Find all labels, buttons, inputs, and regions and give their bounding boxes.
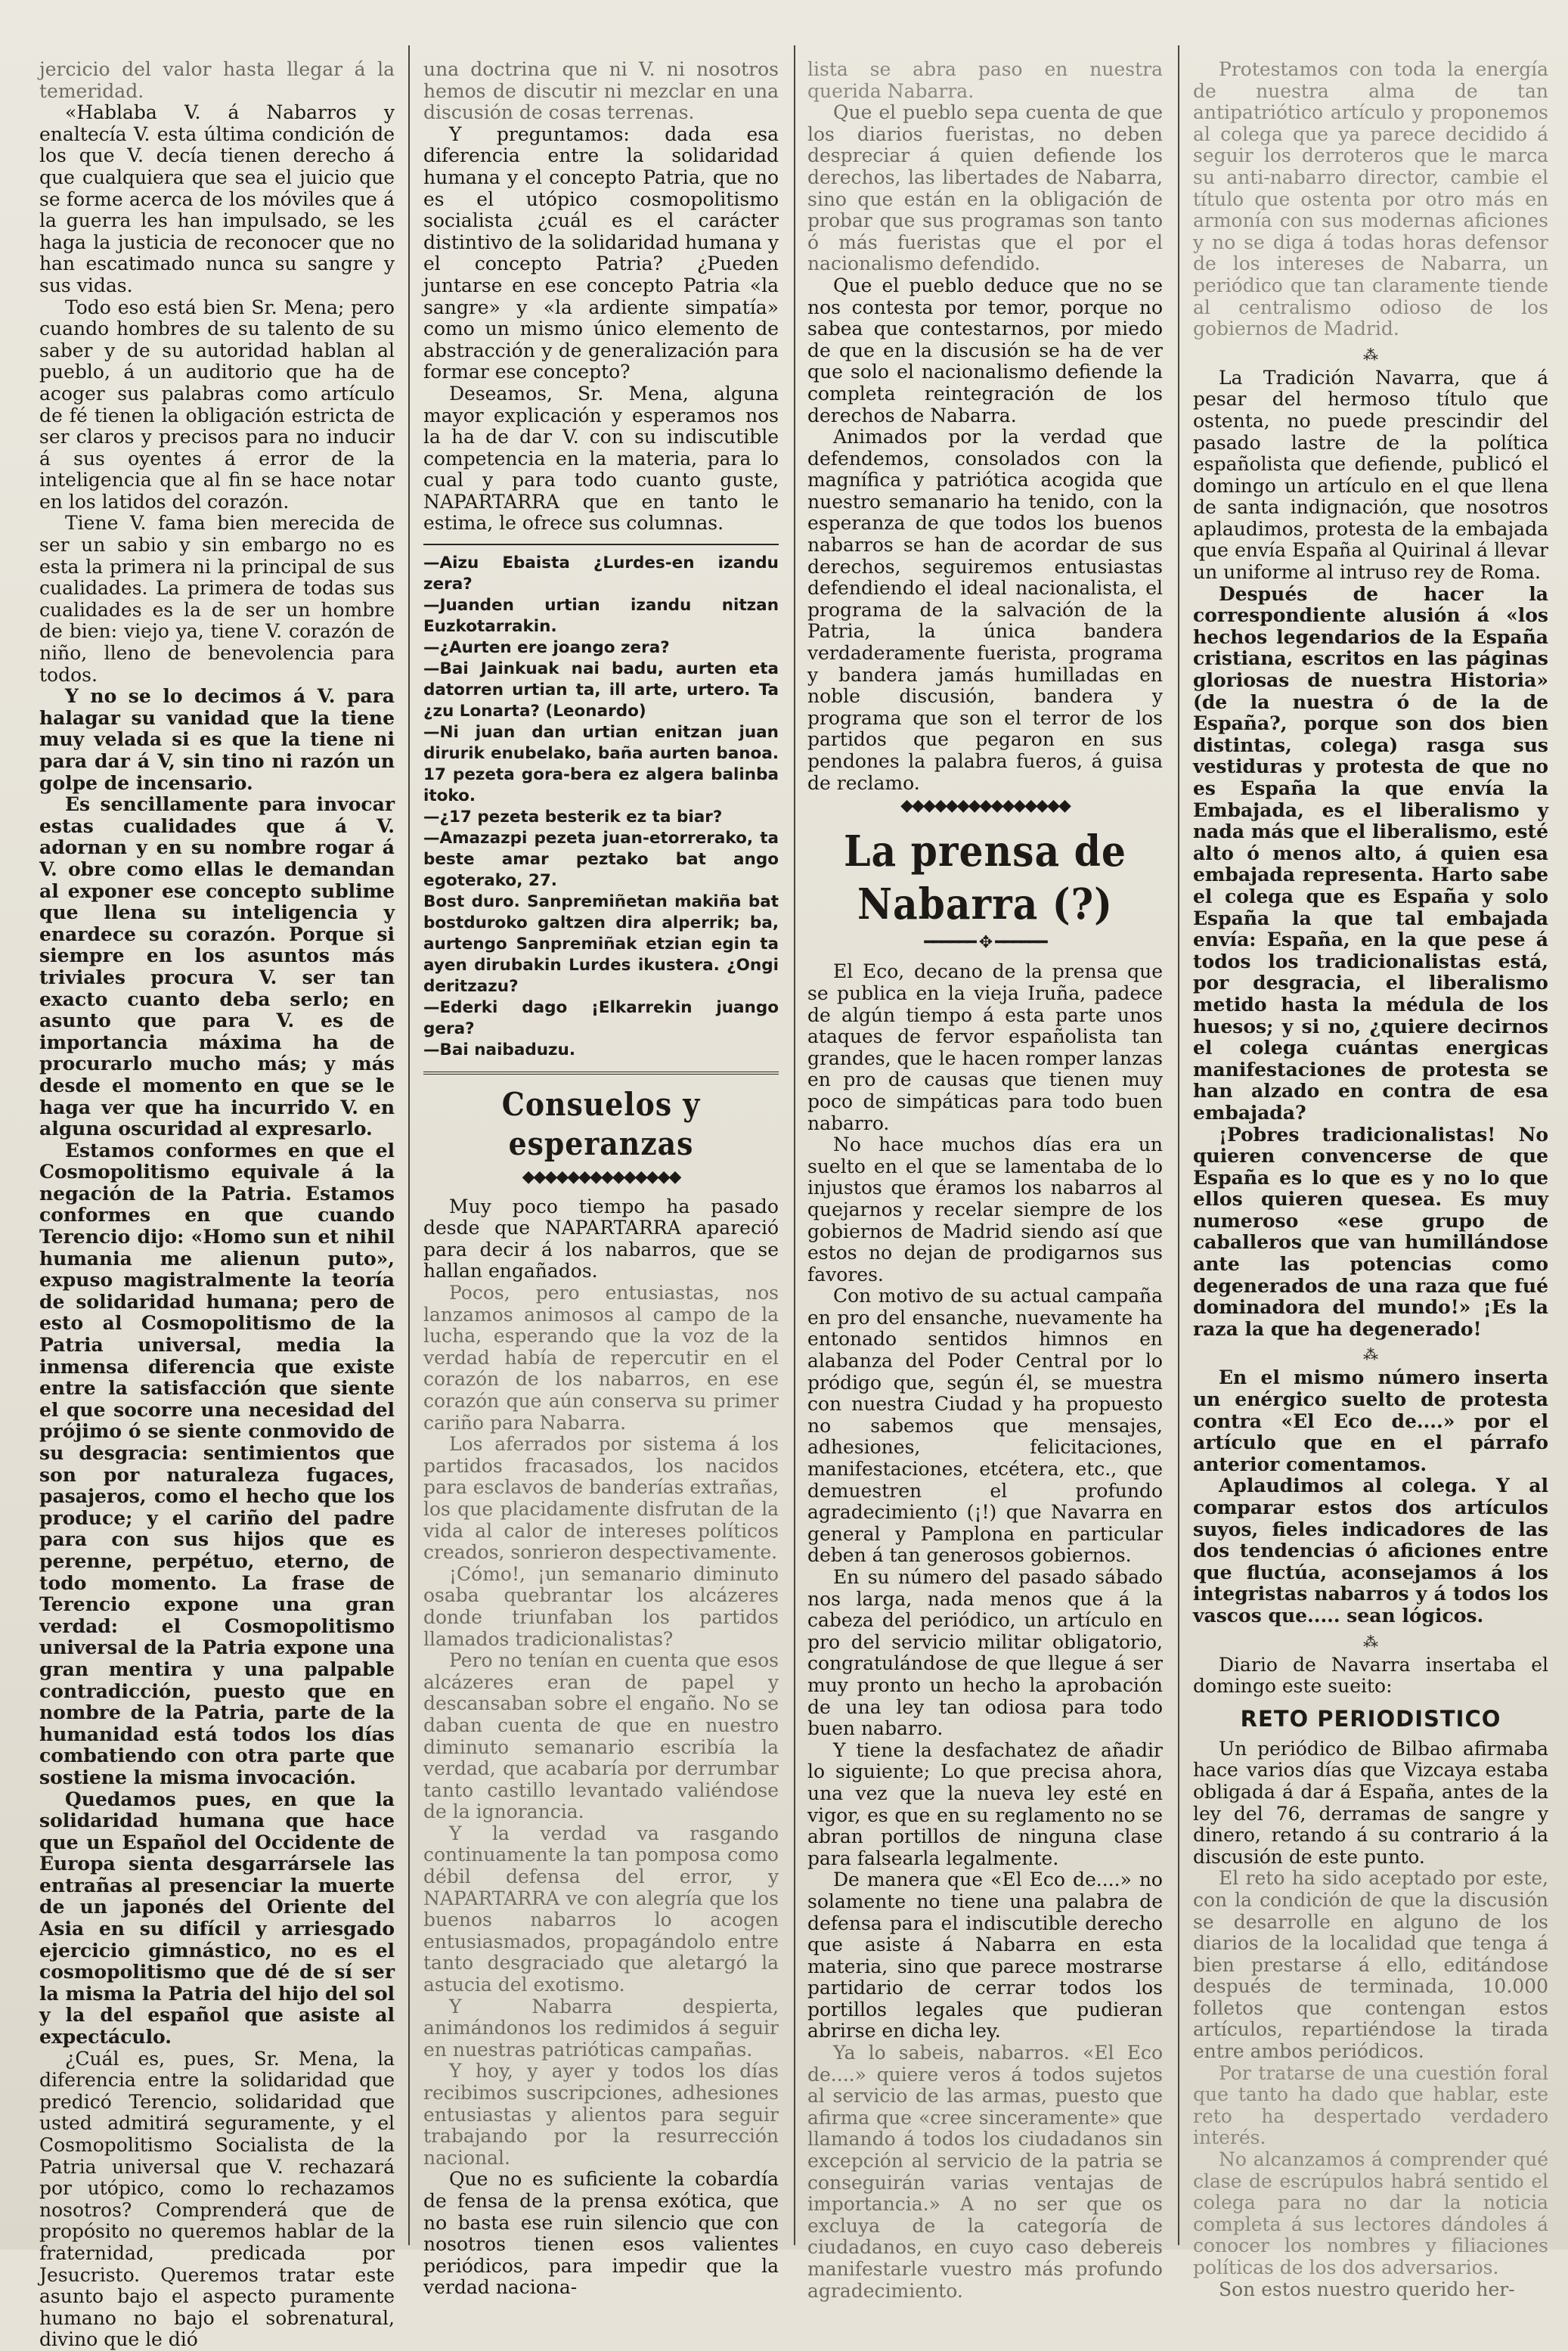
paragraph: Quedamos pues, en que la solidaridad humana que hace que un Español del Occidente de Europa sienta desgarrársele las entrañas al presenciar la muerte de un japonés del Oriente del Asia en su difícil y arriesgado ejercicio gimnástico, no es el cosmopolitismo que dé de sí ser la misma la Patria del hijo del sol y la del español que asiste al expectáculo. bbox=[39, 1788, 395, 2049]
dialogue-line: —Ederki dago ¡Elkarrekin juango gera? bbox=[423, 998, 779, 1039]
paragraph: Protestamos con toda la energía de nuestra alma de tan antipatriótico artículo y proponemos al colega que ya parece decidido á seguir los derroteros que le marca su anti-nabarro director, cambie el título que ostenta por otro más en armonía con sus modernas aficiones y no se diga á todas horas defensor de los intereses de Nabarra, un periódico que tan claramente tiende al centralismo odioso de los gobiernos de Madrid. bbox=[1193, 58, 1548, 340]
paragraph: Con motivo de su actual campaña en pro del ensanche, nuevamente ha entonado sentidos himnos en alabanza del Poder Central por lo pródigo que, según él, se muestra con nuestra Ciudad y ha propuesto no sabemos que mensajes, adhesiones, felicitaciones, manifestaciones, etcétera, etc., que demuestren el profundo agradecimiento (¡!) que Navarra en general y Pamplona en particular deben á tan generosos gobiernos. bbox=[807, 1285, 1163, 1567]
basque-dialogue bbox=[423, 553, 779, 1061]
paragraph: Y tiene la desfachatez de añadir lo siguiente; Lo que precisa ahora, una vez que la nueva ley esté en vigor, es que en su reglamento no se abran portillos de ninguna clase para falsearla legalmente. bbox=[807, 1738, 1163, 1869]
article-heading: Consuelos y esperanzas bbox=[501, 1086, 701, 1163]
column-3 bbox=[807, 58, 1163, 2302]
dialogue-line: —Ni juan dan urtian enitzan juan dirurik enubelako, baña aurten banoa. 17 pezeta gora-bera ez algera balinba itoko. bbox=[423, 723, 779, 806]
asterism: ⁂ bbox=[1363, 345, 1378, 364]
paragraph: La Tradición Navarra, que á pesar del hermoso título que ostenta, no puede prescindir del pasado lastre de la política españolista que defiende, publicó el domingo un artículo en el que llena de santa indignación, que nosotros aplaudimos, protesta de la embajada que envía España al Quirinal á llevar un uniforme al intruso rey de Roma. bbox=[1193, 366, 1548, 584]
ornament-divider: ◆◆◆◆◆◆◆◆◆◆◆◆◆◆◆ bbox=[900, 796, 1070, 816]
paragraph: De manera que «El Eco de....» no solamente no tiene una palabra de defensa para el indiscutible derecho que asiste á Nabarra en esta materia, sino que parece mostrarse partidario de cerrar todos los portillos legales que pudieran abrirse en dicha ley. bbox=[807, 1869, 1163, 2042]
section-divider bbox=[423, 1072, 779, 1075]
paragraph: Que el pueblo sepa cuenta de que los diarios fueristas, no deben despreciar á quien defiende los derechos, las libertades de Nabarra, sino que están en la obligación de probar que sus programas son tanto ó más fueristas que el por el nacionalismo defendido. bbox=[807, 101, 1163, 275]
dialogue-line: —¿Aurten ere joango zera? bbox=[423, 638, 670, 658]
paragraph: Muy poco tiempo ha pasado desde que NAPARTARRA apareció para decir á los nabarros, que se hallan engañados. bbox=[423, 1195, 779, 1283]
paragraph: Y la verdad va rasgando continuamente la tan pomposa como débil defensa del error, y NAPARTARRA ve con alegría que los buenos nabarros lo acogen entusiasmados, propagándolo entre tanto desgraciado que aletargó la astucia del exotismo. bbox=[423, 1822, 779, 1996]
dialogue-line: —Juanden urtian izandu nitzan Euzkotarrakin. bbox=[423, 596, 779, 637]
column-4 bbox=[1193, 58, 1548, 2300]
asterism: ⁂ bbox=[1363, 1345, 1378, 1364]
paragraph: Aplaudimos al colega. Y al comparar estos dos artículos suyos, fieles indicadores de las dos tendencias ó aficiones entre que fluctúa, aconsejamos á los integristas nabarros y á todos los vascos que..... sean lógicos. bbox=[1193, 1475, 1548, 1627]
paragraph: Pocos, pero entusiastas, nos lanzamos animosos al campo de la lucha, esperando que la voz de la verdad había de repercutir en el corazón de los nabarros, en ese corazón que aún conserva su primer cariño para Nabarra. bbox=[423, 1282, 779, 1434]
section-divider bbox=[423, 544, 779, 545]
paragraph: En su número del pasado sábado nos larga, nada menos que á la cabeza del periódico, un artículo en pro del servicio militar obligatorio, congratulándose de que llegue á ser muy pronto un hecho la aprobación de una ley tan odiosa para todo buen nabarro. bbox=[807, 1566, 1163, 1740]
paragraph: «Hablaba V. á Nabarros y enaltecía V. esta última condición de los que V. decía tienen derecho á que cualquiera que sea el juicio que se forme acerca de los móviles que á la guerra les han impulsado, se les haga la justicia de reconocer que no han escatimado nunca su sangre y sus vidas. bbox=[39, 101, 395, 296]
paragraph: Estamos conformes en que el Cosmopolitismo equivale á la negación de la Patria. Estamos conformes en que cuando Terencio dijo: «Homo sun et nihil humania me alienun puto», expuso magistralmente la teoría de solidaridad humana; pero de esto al Cosmopolitismo de la Patria universal, media la inmensa diferencia que existe entre la satisfacción que siente el que socorre una necesidad del prójimo ó se siente conmovido de su desgracia: sentimientos que son por naturaleza fugaces, pasajeros, como el hecho que los produce; y el cariño del padre para con sus hijos que es perenne, perpétuo, eterno, de todo momento. La frase de Terencio expone una gran verdad: el Cosmopolitismo universal de la Patria expone una gran mentira y una palpable contradicción, puesto que en nombre de la Patria, parte de la humanidad está todos los días combatiendo con otra parte que sostiene la misma invocación. bbox=[39, 1139, 395, 1788]
section-subheading: RETO PERIODISTICO bbox=[1240, 1705, 1501, 1732]
paragraph: Después de hacer la correspondiente alusión á «los hechos legendarios de la España cristiana, escritos en las páginas gloriosas de nuestra Historia» (de la nuestra ó de la de España?, porque son dos bien distintas, colega) rasga sus vestiduras y protesta de que no es España la que envía la Embajada, es el liberalismo y nada más que el liberalismo, esté alto ó menos alto, á quien esa embajada representa. Harto sabe el colega que es España y solo España la que tal embajada envía: España, en la que pese á todos los tradicionalistas está, por desgracia, el liberalismo metido hasta la médula de los huesos; y si no, ¿quiere decirnos el colega cuántas energicas manifestaciones de protesta se han alzado en contra de esa embajada? bbox=[1193, 582, 1548, 1124]
paragraph: No hace muchos días era un suelto en el que se lamentaba de lo injustos que éramos los nabarros al quejarnos y recelar siempre de los gobiernos de Madrid siendo así que estos no dejan de prodigarnos sus favores. bbox=[807, 1134, 1163, 1286]
paragraph: Pero no tenían en cuenta que esos alcázeres eran de papel y descansaban sobre el engaño. No se daban cuenta de que en nuestro diminuto semanario escribía la verdad, que acabaría por derrumbar tanto castillo levantado valiéndose de la ignorancia. bbox=[423, 1649, 779, 1823]
paragraph: Deseamos, Sr. Mena, alguna mayor explicación y esperamos nos la ha de dar V. con su indiscutible competencia en la materia, para lo cual y para todo cuanto guste, NAPARTARRA que en tanto le estima, le ofrece sus columnas. bbox=[423, 382, 779, 535]
paragraph: Es sencillamente para invocar estas cualidades que á V. adornan y en su nombre rogar á V. obre como ellas le demandan al exponer ese concepto sublime que llena su inteligencia y enardece su corazón. Porque si siempre en los asuntos más triviales procura V. ser tan exacto cuanto deba serlo; en asunto que para V. es de importancia máxima ha de procurarlo mucho más; y más desde el momento en que se le haga ver que ha incurrido V. en alguna oscuridad al expresarlo. bbox=[39, 793, 395, 1140]
dialogue-line: —Amazazpi pezeta juan-etorrerako, ta beste amar peztako bat ango egoterako, 27. bbox=[423, 829, 779, 891]
paragraph: Que no es suficiente la cobardía de fensa de la prensa exótica, que no basta ese ruin silencio que con nosotros tienen esos valientes periódicos, para impedir que la verdad naciona- bbox=[423, 2168, 779, 2299]
column-rule bbox=[1178, 45, 1179, 2245]
paragraph: Tiene V. fama bien merecida de ser un sabio y sin embargo no es esta la primera ni la principal de sus cualidades. La primera de todas sus cualidades es la de ser un hombre de bien: viejo ya, tiene V. corazón de niño, lleno de benevolencia para todos. bbox=[39, 512, 395, 686]
paragraph: lista se abra paso en nuestra querida Nabarra. bbox=[807, 58, 1163, 102]
column-rule bbox=[408, 45, 410, 2245]
paragraph: ¡Cómo!, ¡un semanario diminuto osaba quebrantar los alcázeres donde triunfaban los partidos llamados tradicionalistas? bbox=[423, 1562, 779, 1650]
paragraph: Todo eso está bien Sr. Mena; pero cuando hombres de su talento de su saber y de su autoridad hablan al pueblo, á un auditorio que ha de acoger sus palabras como artículo de fé tienen la obligación estricta de ser claros y precisos para no inducir á sus oyentes á error de la inteligencia que al fin se hace notar en los latidos del corazón. bbox=[39, 296, 395, 513]
paragraph: Por tratarse de una cuestión foral que tanto ha dado que hablar, este reto ha despertado verdadero interés. bbox=[1193, 2061, 1548, 2149]
paragraph: En el mismo número inserta un enérgico suelto de protesta contra «El Eco de....» por el artículo que en el párrafo anterior comentamos. bbox=[1193, 1366, 1548, 1475]
paragraph: Y hoy, y ayer y todos los días recibimos suscripciones, adhesiones entusiastas y alientos para seguir trabajando por la resurrección nacional. bbox=[423, 2060, 779, 2169]
paragraph: Y no se lo decimos á V. para halagar su vanidad que la tiene muy velada si es que la tiene ni para dar á V, sin tino ni razón un golpe de incensario. bbox=[39, 685, 395, 794]
ornament-divider: ◆◆◆◆◆◆◆◆◆◆◆◆◆◆ bbox=[522, 1168, 680, 1187]
dialogue-line: —Bai Jainkuak nai badu, aurten eta datorren urtian ta, ill arte, urtero. Ta ¿zu Lonarta? (Leonardo) bbox=[423, 659, 779, 721]
paragraph: Ya lo sabeis, nabarros. «El Eco de....» quiere veros á todos sujetos al servicio de las armas, puesto que afirma que «cree sinceramente» que llamando á todos los ciudadanos sin excepción al servicio de la patria se conseguirán varias ventajas de importancia.» A no ser que os excluya de la categoría de ciudadanos, en cuyo caso debereis manifestarle vuestro más profundo agradecimiento. bbox=[807, 2042, 1163, 2302]
column-rule bbox=[794, 45, 795, 2245]
paragraph: El Eco, decano de la prensa que se publica en la vieja Iruña, padece de algún tiempo á esta parte unos ataques de fervor españolista tan grandes, que le hacen romper lanzas en pro de causas que tienen muy poco de simpáticas para todo buen nabarro. bbox=[807, 960, 1163, 1134]
paragraph: ¿Cuál es, pues, Sr. Mena, la diferencia entre la solidaridad que predicó Terencio, solidaridad que usted admitirá seguramente, y el Cosmopolitismo Socialista de la Patria universal que V. rechazará por utópico, como lo rechazamos nosotros? Comprenderá que de propósito no queremos hablar de la fraternidad, predicada por Jesucristo. Queremos tratar este asunto bajo el aspecto puramente humano no bajo el sobrenatural, divino que le dió bbox=[39, 2047, 395, 2351]
dialogue-line: —Bai naibaduzu. bbox=[423, 1041, 576, 1060]
paragraph: Diario de Navarra insertaba el domingo este sueito: bbox=[1193, 1653, 1548, 1698]
paragraph: Animados por la verdad que defendemos, consolados con la magnífica y patriótica acogida que nuestro semanario ha tenido, con la esperanza de que todos los buenos nabarros se han de acordar de sus derechos, seguiremos entusiastas defendiendo el ideal nacionalista, el programa de la salvación de la Patria, la única bandera verdaderamente fuerista, programa y bandera jamás humilladas en noble discusión, bandera y programa que son el terror de los partidos que pegaron en sus pendones la palabra fueros, á guisa de reclamo. bbox=[807, 426, 1163, 794]
paragraph: Que el pueblo deduce que no se nos contesta por temor, porque no sabea que contestarnos, por miedo de que en la discusión se ha de ver que solo el nacionalismo defiende la completa reintegración de los derechos de Nabarra. bbox=[807, 274, 1163, 426]
paragraph: jercicio del valor hasta llegar á la temeridad. bbox=[39, 58, 395, 102]
paragraph: No alcanzamos á comprender qué clase de escrúpulos habrá sentido el colega para no dar la noticia completa á sus lectores dándoles á conocer los nombres y filiaciones políticas de los dos adversarios. bbox=[1193, 2148, 1548, 2278]
asterism: ⁂ bbox=[1363, 1632, 1378, 1651]
paragraph: Son estos nuestro querido her- bbox=[1219, 2278, 1515, 2300]
ornament-divider: ━━━━━━ ✥ ━━━━━━ bbox=[924, 932, 1046, 952]
paragraph: Un periódico de Bilbao afirmaba hace varios días que Vizcaya estaba obligada á dar á España, antes de la ley del 76, derramas de sangre y dinero, retando á su contrario á la discusión de este punto. bbox=[1193, 1737, 1548, 1868]
column-2 bbox=[423, 58, 779, 2299]
paragraph: Y Nabarra despierta, animándonos los redimidos á seguir en nuestras patrióticas campañas. bbox=[423, 1995, 779, 2061]
column-1 bbox=[39, 58, 395, 2351]
paragraph: ¡Pobres tradicionalistas! No quieren convencerse de que España es lo que es y no lo que ellos quieren quesea. Es muy numeroso «ese grupo de caballeros que van humillándose ante las potencias como degenerados de una raza que fué dominadora del mundo!» ¡Es la raza la que ha degenerado! bbox=[1193, 1123, 1548, 1340]
paragraph: El reto ha sido aceptado por este, con la condición de que la discusión se desarrolle en alguno de los diarios de la localidad que tenga á bien prestarse á ello, editándose después de terminada, 10.000 folletos que contengan estos artículos, repartiéndose la tirada entre ambos periódicos. bbox=[1193, 1867, 1548, 2063]
paragraph: una doctrina que ni V. ni nosotros hemos de discutir ni mezclar en una discusión de cosas terrenas. bbox=[423, 58, 779, 124]
dialogue-line: Bost duro. Sanpremiñetan makiña bat bostduroko galtzen dira alperrik; ba, aurtengo Sanpremiñak etzian egin ta ayen dirubakin Lurdes ikustera. ¿Ongi deritzazu? bbox=[423, 892, 779, 997]
article-heading: La prensa de Nabarra (?) bbox=[844, 826, 1126, 929]
dialogue-line: —Aizu Ebaista ¿Lurdes-en izandu zera? bbox=[423, 554, 779, 594]
paragraph: Y preguntamos: dada esa diferencia entre la solidaridad humana y el concepto Patria, que no es el utópico cosmopolitismo socialista ¿cuál es el carácter distintivo de la solidaridad humana y el concepto Patria? ¿Pueden juntarse en ese concepto Patria «la sangre» y «la ardiente simpatía» como un mismo único elemento de abstracción y de generalización para formar ese concepto? bbox=[423, 123, 779, 383]
dialogue-line: —¿17 pezeta besterik ez ta biar? bbox=[423, 808, 723, 827]
paragraph: Los aferrados por sistema á los partidos fracasados, los nacidos para esclavos de banderías extrañas, los que placidamente disfrutan de la vida al calor de intereses políticos creados, sonrieron despectivamente. bbox=[423, 1433, 779, 1564]
